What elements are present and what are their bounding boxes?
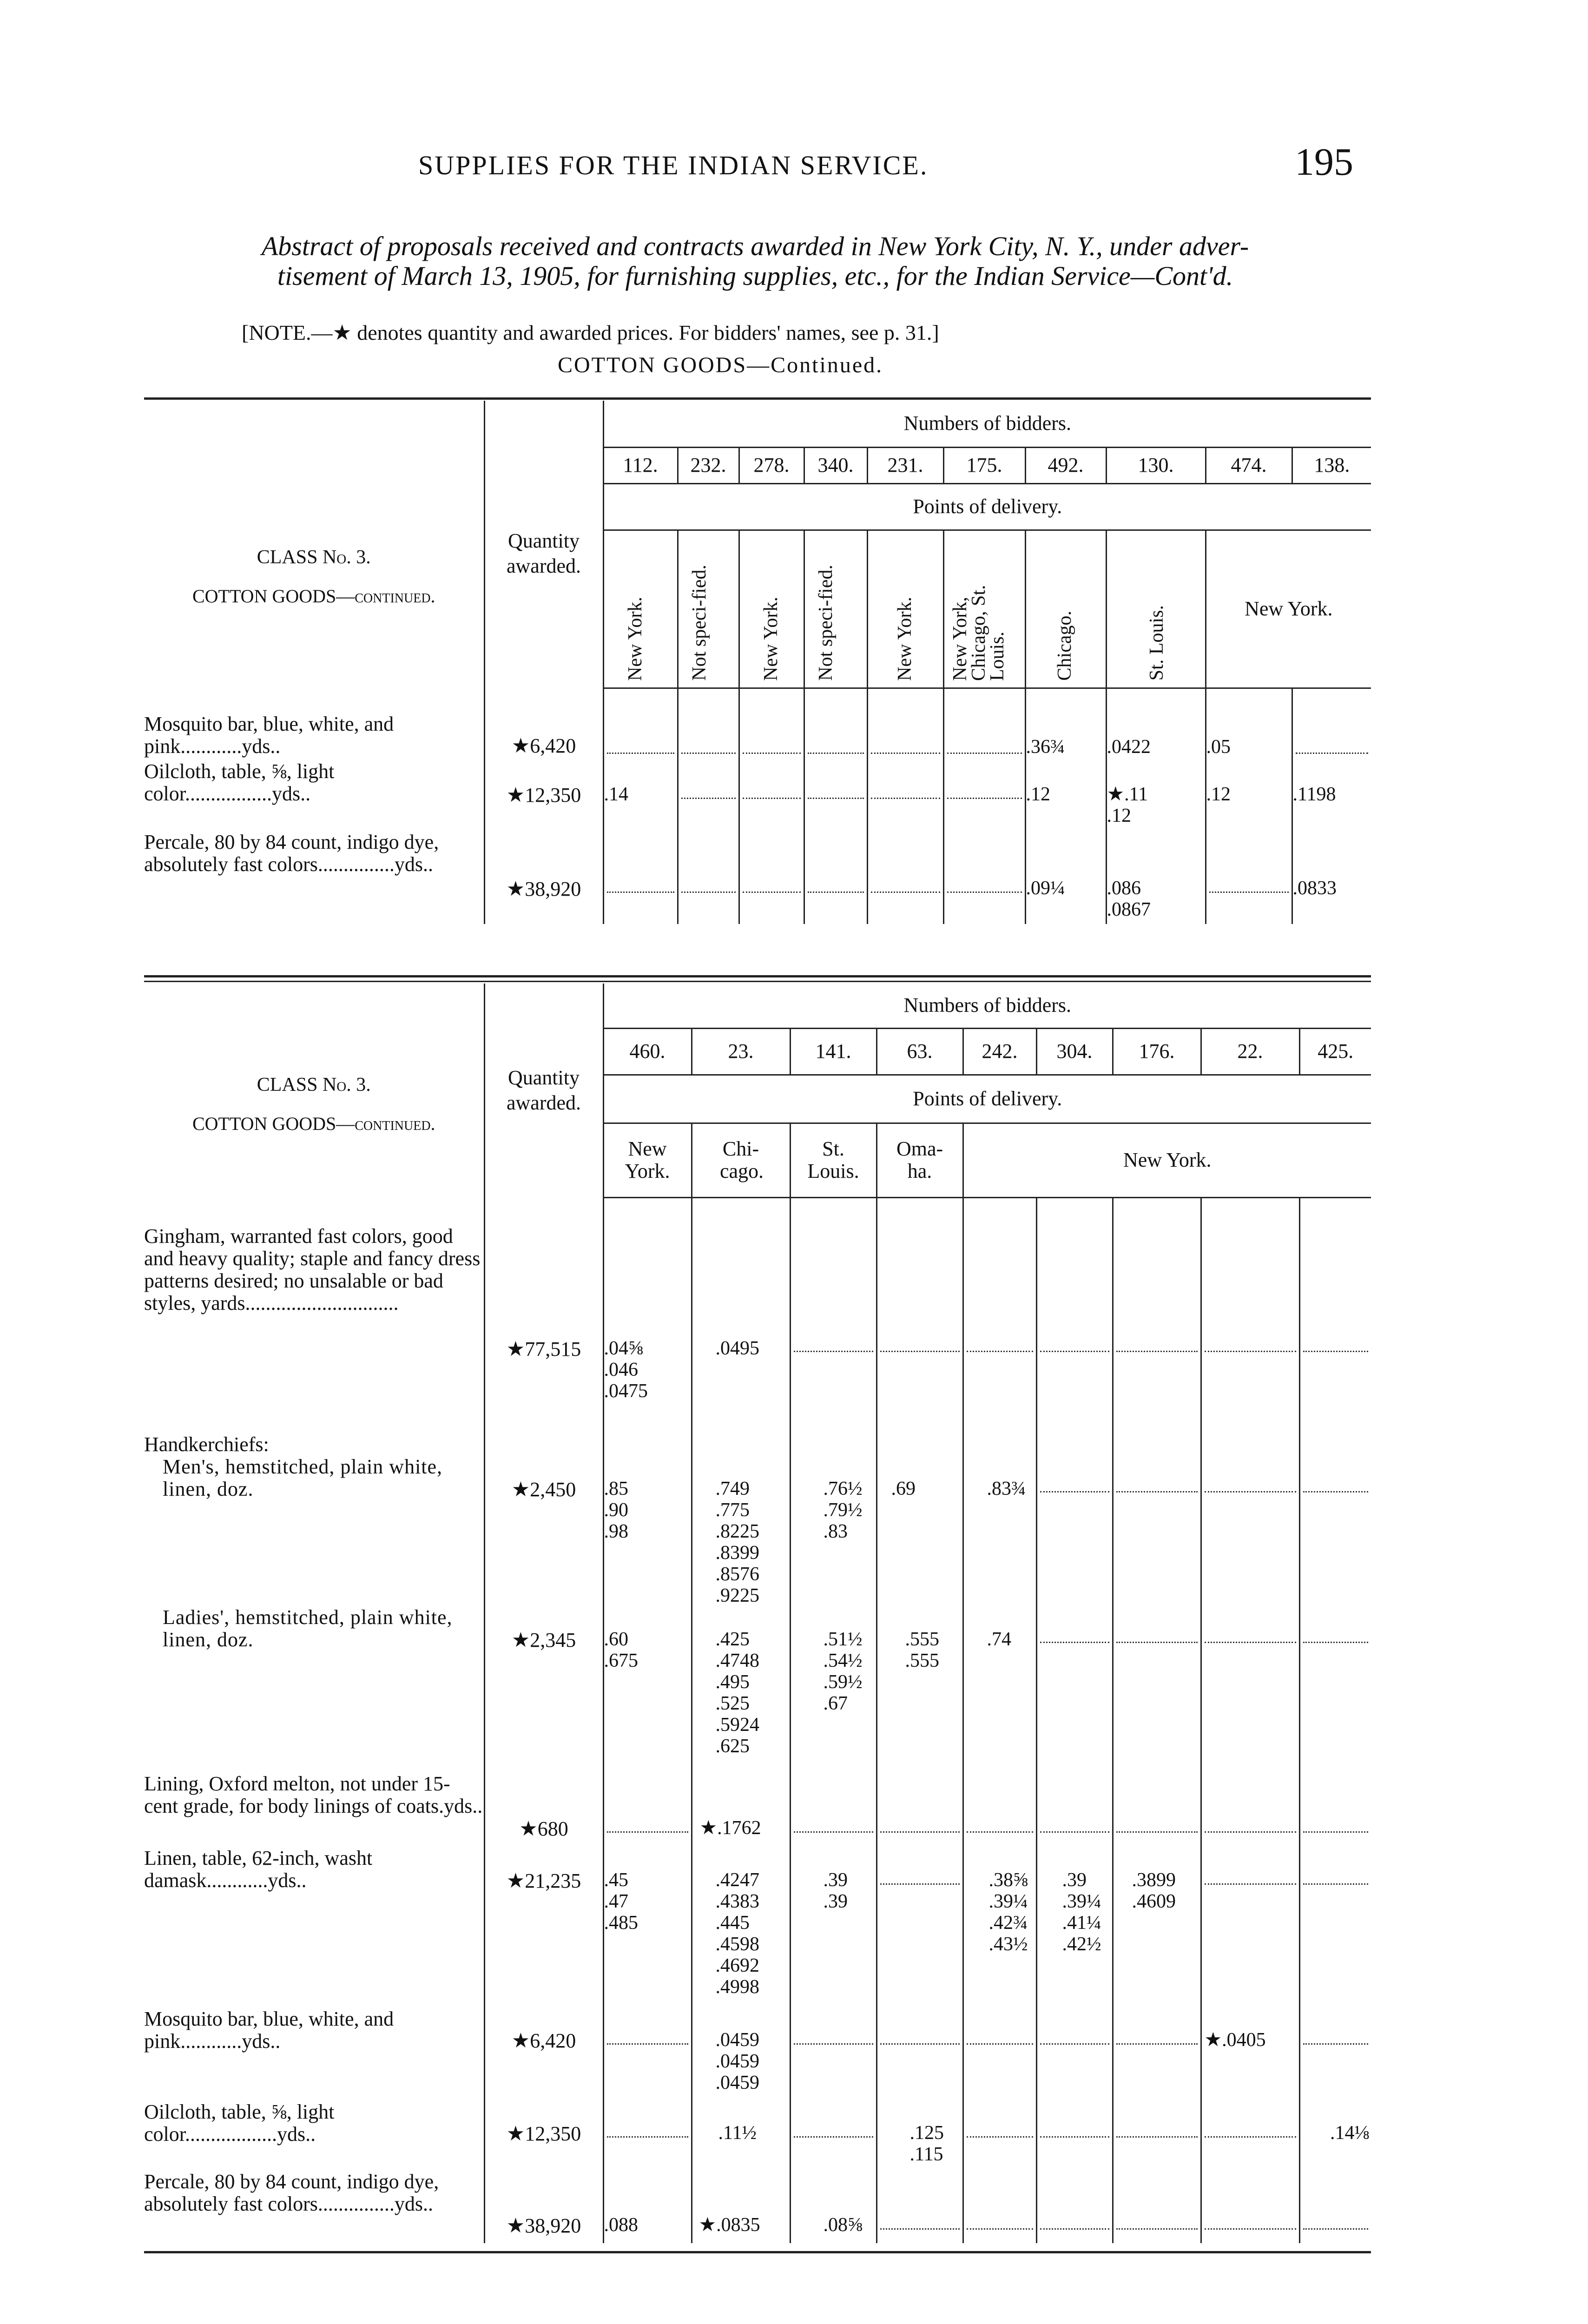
bid-value: .0833: [1292, 826, 1371, 924]
quantity-awarded: ★77,515: [484, 1225, 603, 1427]
table-row: [144, 1843, 1371, 2008]
bid-value: .12: [1025, 760, 1106, 826]
bid-value: .45 .47 .485: [604, 1869, 638, 1934]
bid-value: .555 .555: [876, 1606, 963, 1773]
leader-dots: [1209, 891, 1289, 893]
table-row: [144, 1427, 1371, 1606]
table1-numbers-header-text: Numbers of bidders.: [903, 412, 1072, 435]
bid-value: .088: [604, 2214, 638, 2236]
leader-dots: [967, 2228, 1033, 2230]
leader-dots: [808, 798, 864, 799]
item-name: Oilcloth, table, ⅝, light color.................yds..: [144, 760, 484, 826]
bidder-number: 232.: [678, 447, 739, 483]
table1-points-header: [603, 483, 1371, 530]
leader-dots: [681, 798, 736, 799]
table-row: [144, 2008, 1371, 2101]
leader-dots: [794, 2136, 873, 2138]
bidder-number: 492.: [1025, 447, 1106, 483]
table2-qty-header: [484, 984, 603, 1197]
leader-dots: [1116, 2228, 1198, 2230]
bid-value: .69: [876, 1427, 963, 1606]
table1-class-sub: COTTON GOODS—continued.: [192, 586, 435, 607]
point-of-delivery: New York.: [739, 530, 804, 688]
table1-bottom-rule: [144, 975, 1371, 977]
bid-value: .36¾: [1025, 712, 1106, 760]
item-name: Ladies', hemstitched, plain white, linen, doz.: [144, 1606, 484, 1773]
bidder-number: 130.: [1106, 447, 1206, 483]
leader-dots: [947, 753, 1022, 754]
leader-dots: [880, 2228, 960, 2230]
table1-qty-header-text: Quantity awarded.: [506, 529, 581, 577]
point-of-delivery: Chi-cago.: [692, 1123, 790, 1197]
point-of-delivery: New York, Chicago, St. Louis.: [943, 530, 1025, 688]
item-name: Handkerchiefs: Men's, hemstitched, plain white, linen, doz.: [144, 1427, 484, 1606]
point-of-delivery: New York.: [603, 1123, 692, 1197]
leader-dots: [880, 1883, 960, 1885]
bid-value: .60 .675: [604, 1629, 638, 1671]
quantity-awarded: ★38,920: [484, 2171, 603, 2243]
point-of-delivery: Not speci-fied.: [678, 530, 739, 688]
leader-dots: [967, 2136, 1033, 2138]
leader-dots: [1205, 1883, 1296, 1885]
leader-dots: [1303, 2043, 1369, 2045]
leader-dots: [1205, 1831, 1296, 1833]
leader-dots: [607, 891, 674, 893]
page-number: 195: [1295, 140, 1353, 184]
running-head: SUPPLIES FOR THE INDIAN SERVICE.: [418, 150, 929, 180]
bid-value: .76½ .79½ .83: [790, 1427, 876, 1606]
bid-value: .09¼: [1025, 826, 1106, 924]
bid-value: .0495: [692, 1225, 790, 1427]
bidder-number: 112.: [603, 447, 678, 483]
bid-value: .125 .115: [876, 2101, 963, 2171]
bid-value: .3899 .4609: [1113, 1843, 1201, 2008]
table2-class-cell: [144, 984, 484, 1197]
leader-dots: [871, 891, 940, 893]
bid-value: .05: [1206, 712, 1292, 760]
table1: [144, 401, 1371, 924]
bid-value: .0459 .0459 .0459: [692, 2008, 790, 2101]
leader-dots: [1205, 1491, 1296, 1492]
item-name: Mosquito bar, blue, white, and pink............yds..: [144, 2008, 484, 2101]
table2-class-sub: COTTON GOODS—continued.: [192, 1113, 435, 1134]
leader-dots: [1303, 1831, 1369, 1833]
item-name: Percale, 80 by 84 count, indigo dye, absolutely fast colors...............yds..: [144, 2171, 484, 2243]
leader-dots: [794, 1351, 873, 1352]
leader-dots: [1040, 2136, 1109, 2138]
leader-dots: [1116, 2136, 1198, 2138]
bid-value: ★.1762: [692, 1773, 790, 1843]
table1-numbers-header: [603, 401, 1371, 447]
bidder-number: 460.: [603, 1028, 692, 1075]
leader-dots: [1303, 2228, 1369, 2230]
table-row: [144, 2171, 1371, 2243]
leader-dots: [607, 2043, 688, 2045]
leader-dots: [967, 1831, 1033, 1833]
table1-qty-header: [484, 401, 603, 688]
bidder-number: 231.: [867, 447, 943, 483]
quantity-awarded: ★12,350: [484, 2101, 603, 2171]
leader-dots: [681, 753, 736, 754]
point-of-delivery: Chicago.: [1025, 530, 1106, 688]
item-name: Mosquito bar, blue, white, and pink............yds..: [144, 712, 484, 760]
group-label: Handkerchiefs:: [144, 1433, 269, 1456]
leader-dots: [880, 1831, 960, 1833]
leader-dots: [808, 891, 864, 893]
table-row: [144, 712, 1371, 760]
leader-dots: [607, 753, 674, 754]
bid-value: ★.0835: [692, 2171, 790, 2243]
table2-points-header: [603, 1075, 1371, 1123]
leader-dots: [1116, 1831, 1198, 1833]
table2-top-rule: [144, 981, 1371, 982]
leader-dots: [1116, 1351, 1198, 1352]
bidder-number: 63.: [876, 1028, 963, 1075]
table-row: [144, 1773, 1371, 1843]
leader-dots: [871, 753, 940, 754]
caption: [144, 231, 1366, 291]
table2-qty-header-text: Quantity awarded.: [506, 1066, 581, 1114]
point-of-delivery: St. Louis.: [1106, 530, 1206, 688]
leader-dots: [607, 1831, 688, 1833]
bid-value: .83¾: [963, 1427, 1036, 1606]
leader-dots: [743, 753, 801, 754]
leader-dots: [681, 891, 736, 893]
bid-value: .85 .90 .98: [604, 1478, 628, 1542]
quantity-awarded: ★6,420: [484, 712, 603, 760]
item-name: Linen, table, 62-inch, washt damask............yds..: [144, 1843, 484, 2008]
bid-value: ★.0405: [1201, 2008, 1299, 2101]
point-of-delivery: New York.: [1206, 530, 1371, 688]
bidder-number: 138.: [1292, 447, 1371, 483]
bid-value: .12: [1206, 760, 1292, 826]
point-of-delivery: Oma-ha.: [876, 1123, 963, 1197]
bid-value: .0422: [1106, 712, 1206, 760]
table-row: [144, 2101, 1371, 2171]
leader-dots: [794, 1831, 873, 1833]
bid-value: .08⅝: [790, 2171, 876, 2243]
leader-dots: [1040, 2043, 1109, 2045]
leader-dots: [1116, 2043, 1198, 2045]
leader-dots: [1303, 1351, 1369, 1352]
table2-points-header-text: Points of delivery.: [913, 1087, 1062, 1110]
bidder-number: 425.: [1299, 1028, 1371, 1075]
leader-dots: [1040, 2228, 1109, 2230]
leader-dots: [1116, 1642, 1198, 1643]
section-title: COTTON GOODS—Continued.: [558, 353, 883, 377]
leader-dots: [1296, 753, 1369, 754]
leader-dots: [880, 1351, 960, 1352]
table2-bottom-rule: [144, 2251, 1371, 2253]
caption-line-2: tisement of March 13, 1905, for furnishing supplies, etc., for the Indian Service—Cont'd.: [277, 261, 1233, 291]
leader-dots: [607, 2136, 688, 2138]
leader-dots: [1205, 1351, 1296, 1352]
table-row: [144, 760, 1371, 826]
item-name: Gingham, warranted fast colors, good and heavy quality; staple and fancy dress patterns desired; no unsalable or bad styles, yards..............................: [144, 1225, 484, 1427]
leader-dots: [808, 753, 864, 754]
bid-value: .4247 .4383 .445 .4598 .4692 .4998: [692, 1843, 790, 2008]
bidder-number: 340.: [804, 447, 867, 483]
quantity-awarded: ★2,450: [484, 1427, 603, 1606]
quantity-awarded: ★12,350: [484, 760, 603, 826]
point-of-delivery: Not speci-fied.: [804, 530, 867, 688]
leader-dots: [1205, 2136, 1296, 2138]
bid-value: .04⅝ .046 .0475: [604, 1338, 648, 1402]
bid-value: .14⅛: [1299, 2101, 1371, 2171]
item-name: Lining, Oxford melton, not under 15-cent grade, for body linings of coats.yds..: [144, 1773, 484, 1843]
leader-dots: [880, 2043, 960, 2045]
item-name: Percale, 80 by 84 count, indigo dye, absolutely fast colors...............yds..: [144, 826, 484, 924]
leader-dots: [947, 798, 1022, 799]
quantity-awarded: ★2,345: [484, 1606, 603, 1773]
table2-class-label: CLASS No. 3.: [257, 1074, 371, 1096]
bidder-number: 278.: [739, 447, 804, 483]
leader-dots: [1040, 1491, 1109, 1492]
leader-dots: [967, 1351, 1033, 1352]
table-row: [144, 1606, 1371, 1773]
bidder-number: 141.: [790, 1028, 876, 1075]
item-name: Oilcloth, table, ⅝, light color..................yds..: [144, 2101, 484, 2171]
bidder-number: 23.: [692, 1028, 790, 1075]
table2-numbers-header-text: Numbers of bidders.: [903, 994, 1072, 1017]
table-row: [144, 1225, 1371, 1427]
point-of-delivery: New York.: [963, 1123, 1371, 1197]
leader-dots: [1040, 1831, 1109, 1833]
point-of-delivery: New York.: [867, 530, 943, 688]
leader-dots: [743, 891, 801, 893]
leader-dots: [1205, 1642, 1296, 1643]
leader-dots: [871, 798, 940, 799]
bid-value: .39 .39: [790, 1843, 876, 2008]
leader-dots: [1040, 1351, 1109, 1352]
bid-value: .749 .775 .8225 .8399 .8576 .9225: [692, 1427, 790, 1606]
bid-value: .1198: [1292, 760, 1371, 826]
bid-value: .38⅝ .39¼ .42¾ .43½: [963, 1843, 1036, 2008]
leader-dots: [794, 2043, 873, 2045]
bidder-number: 304.: [1036, 1028, 1113, 1075]
leader-dots: [1303, 1491, 1369, 1492]
table1-class-label: CLASS No. 3.: [257, 547, 371, 568]
bid-value: .11½: [692, 2101, 790, 2171]
quantity-awarded: ★38,920: [484, 826, 603, 924]
bidder-number: 22.: [1201, 1028, 1299, 1075]
bidder-number: 242.: [963, 1028, 1036, 1075]
table1-top-rule: [144, 397, 1371, 400]
bid-value: .086 .0867: [1106, 826, 1206, 924]
bid-value: .14: [604, 784, 628, 805]
quantity-awarded: ★680: [484, 1773, 603, 1843]
leader-dots: [1303, 1883, 1369, 1885]
bid-value: .51½ .54½ .59½ .67: [790, 1606, 876, 1773]
bid-value: ★.11 .12: [1106, 760, 1206, 826]
leader-dots: [1205, 2228, 1296, 2230]
caption-line-1: Abstract of proposals received and contracts awarded in New York City, N. Y., under adver-: [261, 231, 1249, 261]
quantity-awarded: ★21,235: [484, 1843, 603, 2008]
leader-dots: [967, 2043, 1033, 2045]
table2: [144, 984, 1371, 2243]
table-row: [144, 826, 1371, 924]
point-of-delivery: St. Louis.: [790, 1123, 876, 1197]
leader-dots: [1116, 1491, 1198, 1492]
table2-numbers-header: [603, 984, 1371, 1028]
note: [NOTE.—★ denotes quantity and awarded prices. For bidders' names, see p. 31.]: [242, 321, 939, 344]
leader-dots: [1303, 1642, 1369, 1643]
leader-dots: [743, 798, 801, 799]
bid-value: .74: [963, 1606, 1036, 1773]
leader-dots: [1040, 1642, 1109, 1643]
bid-value: .39 .39¼ .41¼ .42½: [1036, 1843, 1113, 2008]
bid-value: .425 .4748 .495 .525 .5924 .625: [692, 1606, 790, 1773]
bidder-number: 175.: [943, 447, 1025, 483]
quantity-awarded: ★6,420: [484, 2008, 603, 2101]
table1-class-cell: [144, 401, 484, 688]
point-of-delivery: New York.: [603, 530, 678, 688]
bidder-number: 474.: [1206, 447, 1292, 483]
bidder-number: 176.: [1113, 1028, 1201, 1075]
table1-points-header-text: Points of delivery.: [913, 495, 1062, 518]
leader-dots: [947, 891, 1022, 893]
